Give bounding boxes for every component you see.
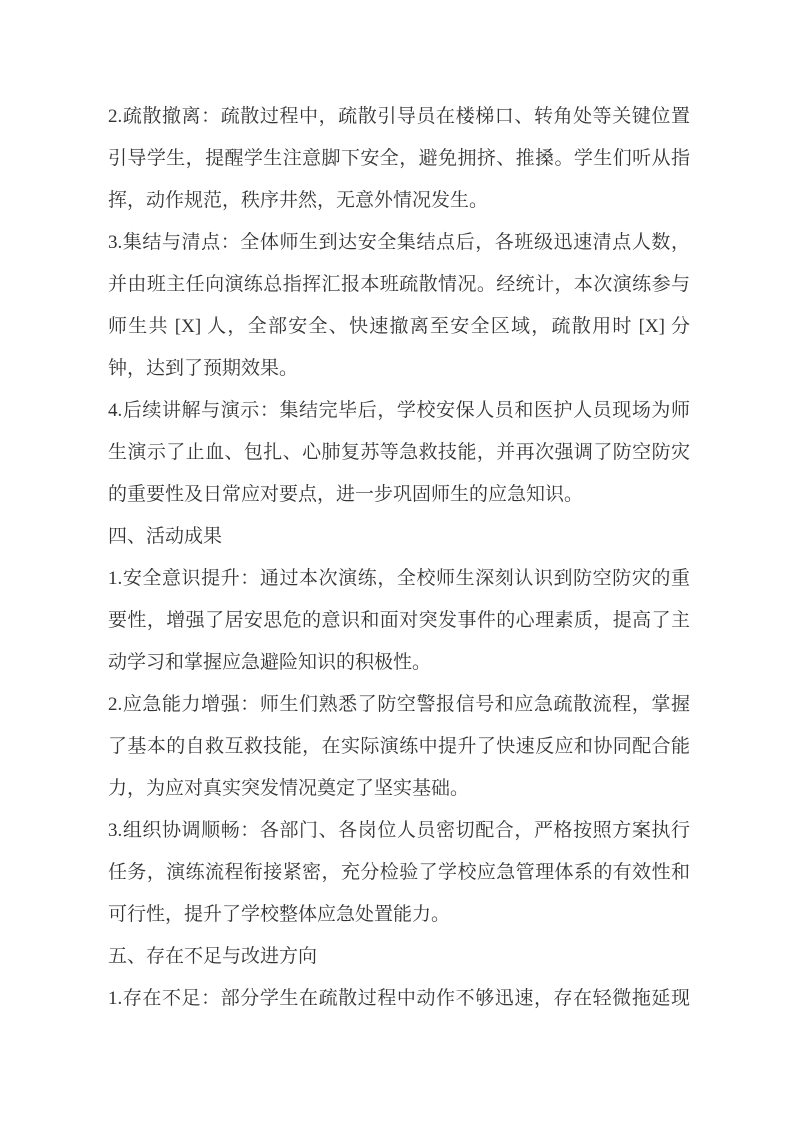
paragraph-assembly-count [108,222,690,390]
section-heading-shortcomings [108,936,690,978]
text-line: 3.组织协调顺畅：各部门、各岗位人员密切配合，严格按照方案执行 [108,820,690,841]
paragraph-followup-demo [108,390,690,516]
text-line: 2.疏散撤离：疏散过程中，疏散引导员在楼梯口、转角处等关键位置 [108,106,690,127]
text-line: 生演示了止血、包扎、心肺复苏等急救技能，并再次强调了防空防灾 [108,442,690,463]
text-line: 1.存在不足：部分学生在疏散过程中动作不够迅速，存在轻微拖延现 [108,988,690,1009]
text-line: 4.后续讲解与演示：集结完毕后，学校安保人员和医护人员现场为师 [108,400,690,421]
text-line: 挥，动作规范，秩序井然，无意外情况发生。 [108,190,489,211]
section-heading-text: 四、活动成果 [108,526,223,547]
paragraph-emergency-capability [108,684,690,810]
paragraph-evacuation [108,96,690,222]
text-line: 并由班主任向演练总指挥汇报本班疏散情况。经统计，本次演练参与 [108,274,690,295]
text-line: 引导学生，提醒学生注意脚下安全，避免拥挤、推搡。学生们听从指 [108,148,690,169]
section-heading-text: 五、存在不足与改进方向 [108,946,318,967]
text-line: 力，为应对真实突发情况奠定了坚实基础。 [108,778,470,799]
text-line: 任务，演练流程衔接紧密，充分检验了学校应急管理体系的有效性和 [108,862,690,883]
text-line: 1.安全意识提升：通过本次演练，全校师生深刻认识到防空防灾的重 [108,568,690,589]
section-heading-results [108,516,690,558]
paragraph-safety-awareness [108,558,690,684]
text-line: 3.集结与清点：全体师生到达安全集结点后，各班级迅速清点人数， [108,232,690,253]
text-line: 动学习和掌握应急避险知识的积极性。 [108,652,432,673]
paragraph-organization-coordination [108,810,690,936]
text-line: 的重要性及日常应对要点，进一步巩固师生的应急知识。 [108,484,584,505]
text-line: 了基本的自救互救技能，在实际演练中提升了快速反应和协同配合能 [108,736,690,757]
text-line: 2.应急能力增强：师生们熟悉了防空警报信号和应急疏散流程，掌握 [108,694,690,715]
text-line: 钟，达到了预期效果。 [108,358,299,379]
text-line: 师生共 [X] 人，全部安全、快速撤离至安全区域，疏散用时 [X] 分 [108,316,690,337]
paragraph-shortcomings [108,978,690,1020]
text-line: 要性，增强了居安思危的意识和面对突发事件的心理素质，提高了主 [108,610,690,631]
document-text-block [108,96,690,1020]
text-line: 可行性，提升了学校整体应急处置能力。 [108,904,451,925]
